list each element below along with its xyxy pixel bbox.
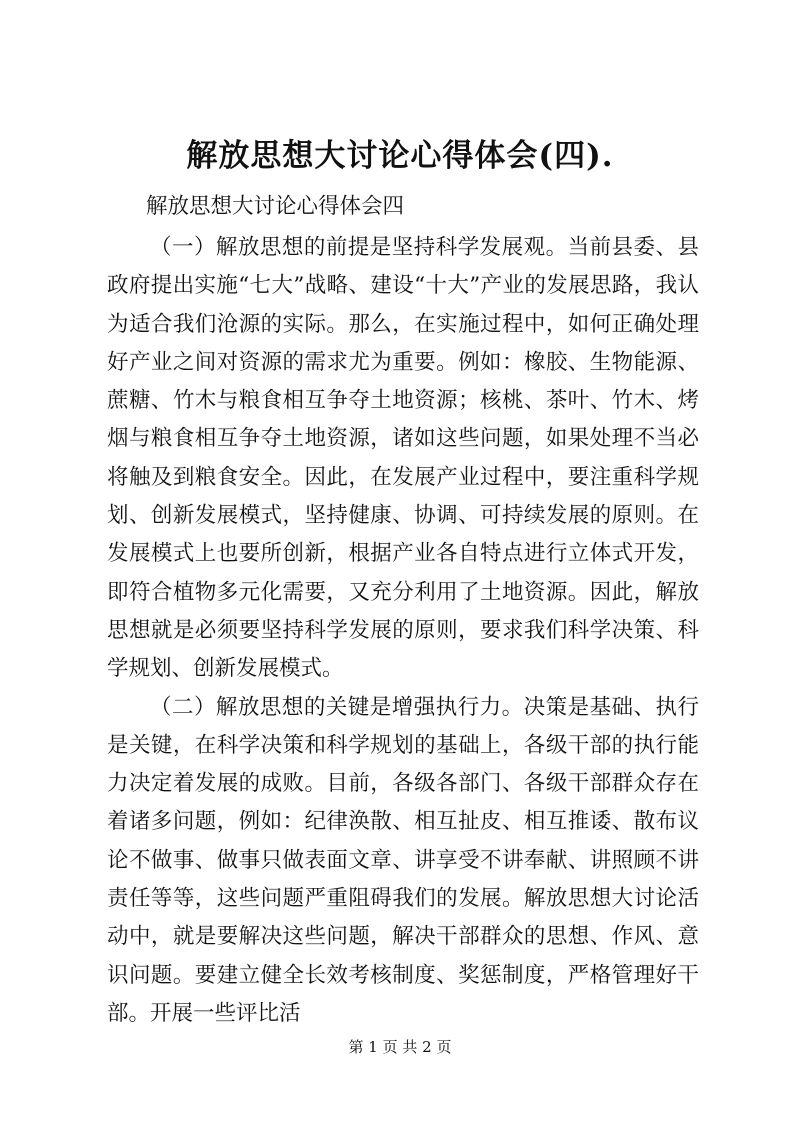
- document-title: 解放思想大讨论心得体会(四).: [186, 138, 614, 174]
- document-subtitle: 解放思想大讨论心得体会四: [146, 194, 405, 219]
- paragraph-2: （二）解放思想的关键是增强执行力。决策是基础、执行是关键，在科学决策和科学规划的基础上，各级干部的执行能力决定着发展的成败。目前，各级各部门、各级干部群众存在着诸多问题，例如：纪律涣散、相互扯皮、相互推诿、散布议论不做事、做事只做表面文章、讲享受不讲奉献、讲照顾不讲责任等等，这些问题严重阻碍我们的发展。解放思想大讨论活动中，就是要解决这些问题，解决干部群众的思想、作风、意识问题。要建立健全长效考核制度、奖惩制度，严格管理好干部。开展一些评比活: [107, 694, 699, 1026]
- document-body: [107, 229, 699, 1033]
- paragraph-1: （一）解放思想的前提是坚持科学发展观。当前县委、县政府提出实施“七大”战略、建设“十大”产业的发展思路，我认为适合我们沧源的实际。那么，在实施过程中，如何正确处理好产业之间对资源的需求尤为重要。例如：橡胶、生物能源、蔗糖、竹木与粮食相互争夺土地资源；核桃、茶叶、竹木、烤烟与粮食相互争夺土地资源，诸如这些问题，如果处理不当必将触及到粮食安全。因此，在发展产业过程中，要注重科学规划、创新发展模式，坚持健康、协调、可持续发展的原则。在发展模式上也要所创新，根据产业各自特点进行立体式开发，即符合植物多元化需要，又充分利用了土地资源。因此，解放思想就是必须要坚持科学发展的原则，要求我们科学决策、科学规划、创新发展模式。: [107, 235, 699, 682]
- page-number-footer: 第 1 页 共 2 页: [348, 1038, 452, 1056]
